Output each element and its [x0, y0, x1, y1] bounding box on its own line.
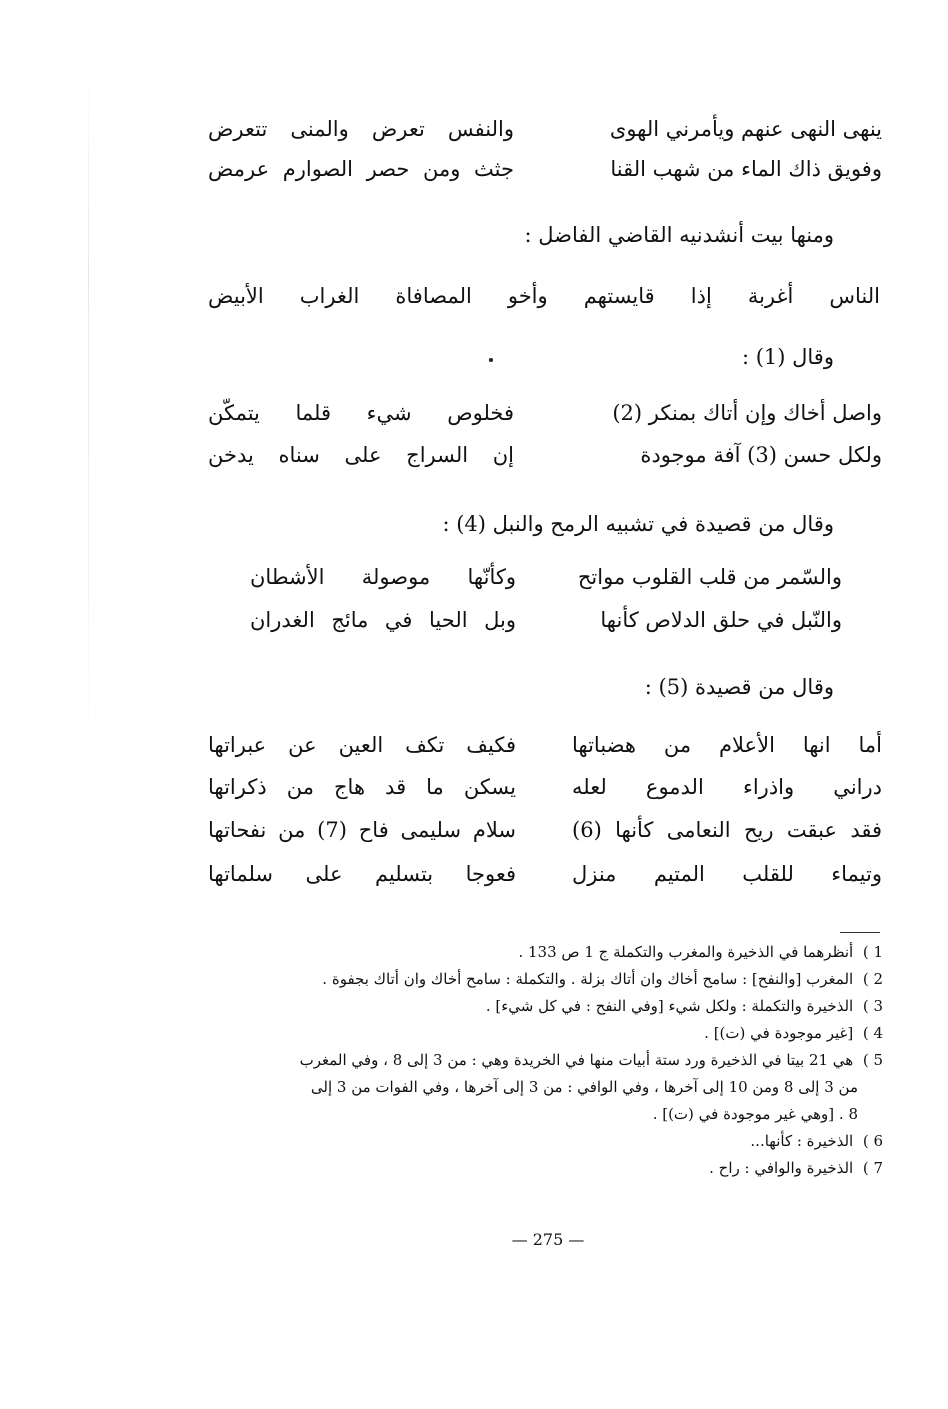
- footnote-6: [750, 1129, 888, 1154]
- footnote-2: [322, 967, 888, 992]
- footnote-number: 5 ): [862, 1051, 884, 1069]
- verse-3-first-hemistich: واصل أخاك وإن أتاك بمنكر (2): [612, 401, 882, 425]
- footnote-number: 3 ): [862, 997, 884, 1015]
- footnote-5-continuation-1: من 3 إلى 8 ومن 10 إلى آخرها ، وفي الوافي : من 3 إلى آخرها ، وفي الفوات من 3 إلى: [310, 1078, 858, 1096]
- footnote-7: [709, 1156, 888, 1181]
- intro-line-3: وقال من قصيدة في تشبيه الرمح والنبل (4) :: [442, 512, 834, 536]
- footnote-number: 1 ): [862, 943, 884, 961]
- intro-line-4: وقال من قصيدة (5) :: [644, 675, 834, 699]
- footnote-3: [486, 994, 888, 1019]
- footnote-text: [غير موجودة في (ت)] .: [704, 1024, 854, 1042]
- footnote-text: هي 21 بيتا في الذخيرة ورد ستة أبيات منها في الخريدة وهي : من 3 إلى 8 ، وفي المغرب: [299, 1051, 854, 1069]
- stray-dot: [489, 358, 493, 362]
- verse-9-first-hemistich: فقد عبقت ريح النعامى كأنها (6): [572, 818, 882, 842]
- verse-6-first-hemistich: والنّبل في حلق الدلاص كأنها: [600, 608, 842, 632]
- verse-10-first-hemistich: وتيماء للقلب المتيم منزل: [572, 862, 882, 886]
- footnote-4: [704, 1021, 888, 1046]
- verse-6-second-hemistich: وبل الحيا في مائج الغدران: [250, 608, 516, 632]
- verse-8-first-hemistich: دراني واذراء الدموع لعله: [572, 775, 882, 799]
- verse-5-first-hemistich: والسّمر من قلب القلوب مواتح: [577, 565, 842, 589]
- verse-4-first-hemistich: ولكل حسن (3) آفة موجودة: [640, 443, 882, 467]
- single-verse: الناس أغربة إذا قايستهم وأخو المصافاة الغراب الأبيض: [208, 284, 880, 308]
- intro-line-2: وقال (1) :: [741, 345, 834, 369]
- verse-7-second-hemistich: فكيف تكف العين عن عبراتها: [208, 733, 516, 757]
- footnote-text: المغرب [والنفح] : سامح أخاك وان أتاك بزلة . والتكملة : سامح أخاك وان أتاك بجفوة .: [322, 970, 854, 988]
- page-number: — 275 —: [511, 1230, 585, 1249]
- verse-8-second-hemistich: يسكن ما قد هاج من ذكراتها: [208, 775, 516, 799]
- verse-4-second-hemistich: إن السراج على سناه يدخن: [208, 443, 514, 467]
- verse-3-second-hemistich: فخلوص شيء قلما يتمكّن: [208, 401, 514, 425]
- verse-1-second-hemistich: والنفس تعرض والمنى تتعرض: [208, 117, 514, 141]
- footnote-5: [300, 1048, 888, 1073]
- footnote-5-continuation-2: 8 . [وهي غير موجودة في (ت)] .: [652, 1105, 858, 1123]
- footnote-text: الذخيرة والوافي : راح .: [709, 1159, 854, 1177]
- footnote-number: 7 ): [862, 1159, 884, 1177]
- footnote-number: 2 ): [862, 970, 884, 988]
- footnote-text: أنظرهما في الذخيرة والمغرب والتكملة ج 1 ص 133 .: [518, 943, 854, 961]
- verse-5-second-hemistich: وكأنّها موصولة الأشطان: [250, 565, 516, 589]
- scan-edge-mark: [88, 60, 89, 760]
- verse-9-second-hemistich: سلام سليمى فاح (7) من نفحاتها: [208, 818, 516, 842]
- verse-7-first-hemistich: أما انها الأعلام من هضباتها: [572, 733, 882, 757]
- footnote-text: الذخيرة : كأنها...: [750, 1132, 854, 1150]
- footnote-separator: [840, 932, 880, 933]
- footnote-text: الذخيرة والتكملة : ولكل شيء [وفي النفح : في كل شيء] .: [485, 997, 854, 1015]
- footnote-1: [518, 940, 888, 965]
- footnote-number: 4 ): [862, 1024, 884, 1042]
- verse-2-second-hemistich: جثث ومن حصر الصوارم عرمض: [208, 157, 514, 181]
- footnote-number: 6 ): [862, 1132, 884, 1150]
- verse-1-first-hemistich: ينهى النهى عنهم ويأمرني الهوى: [609, 117, 882, 141]
- verse-10-second-hemistich: فعوجا بتسليم على سلماتها: [208, 862, 516, 886]
- verse-2-first-hemistich: وفويق ذاك الماء من شهب القنا: [610, 157, 882, 181]
- intro-line-1: ومنها بيت أنشدنيه القاضي الفاضل :: [524, 223, 834, 247]
